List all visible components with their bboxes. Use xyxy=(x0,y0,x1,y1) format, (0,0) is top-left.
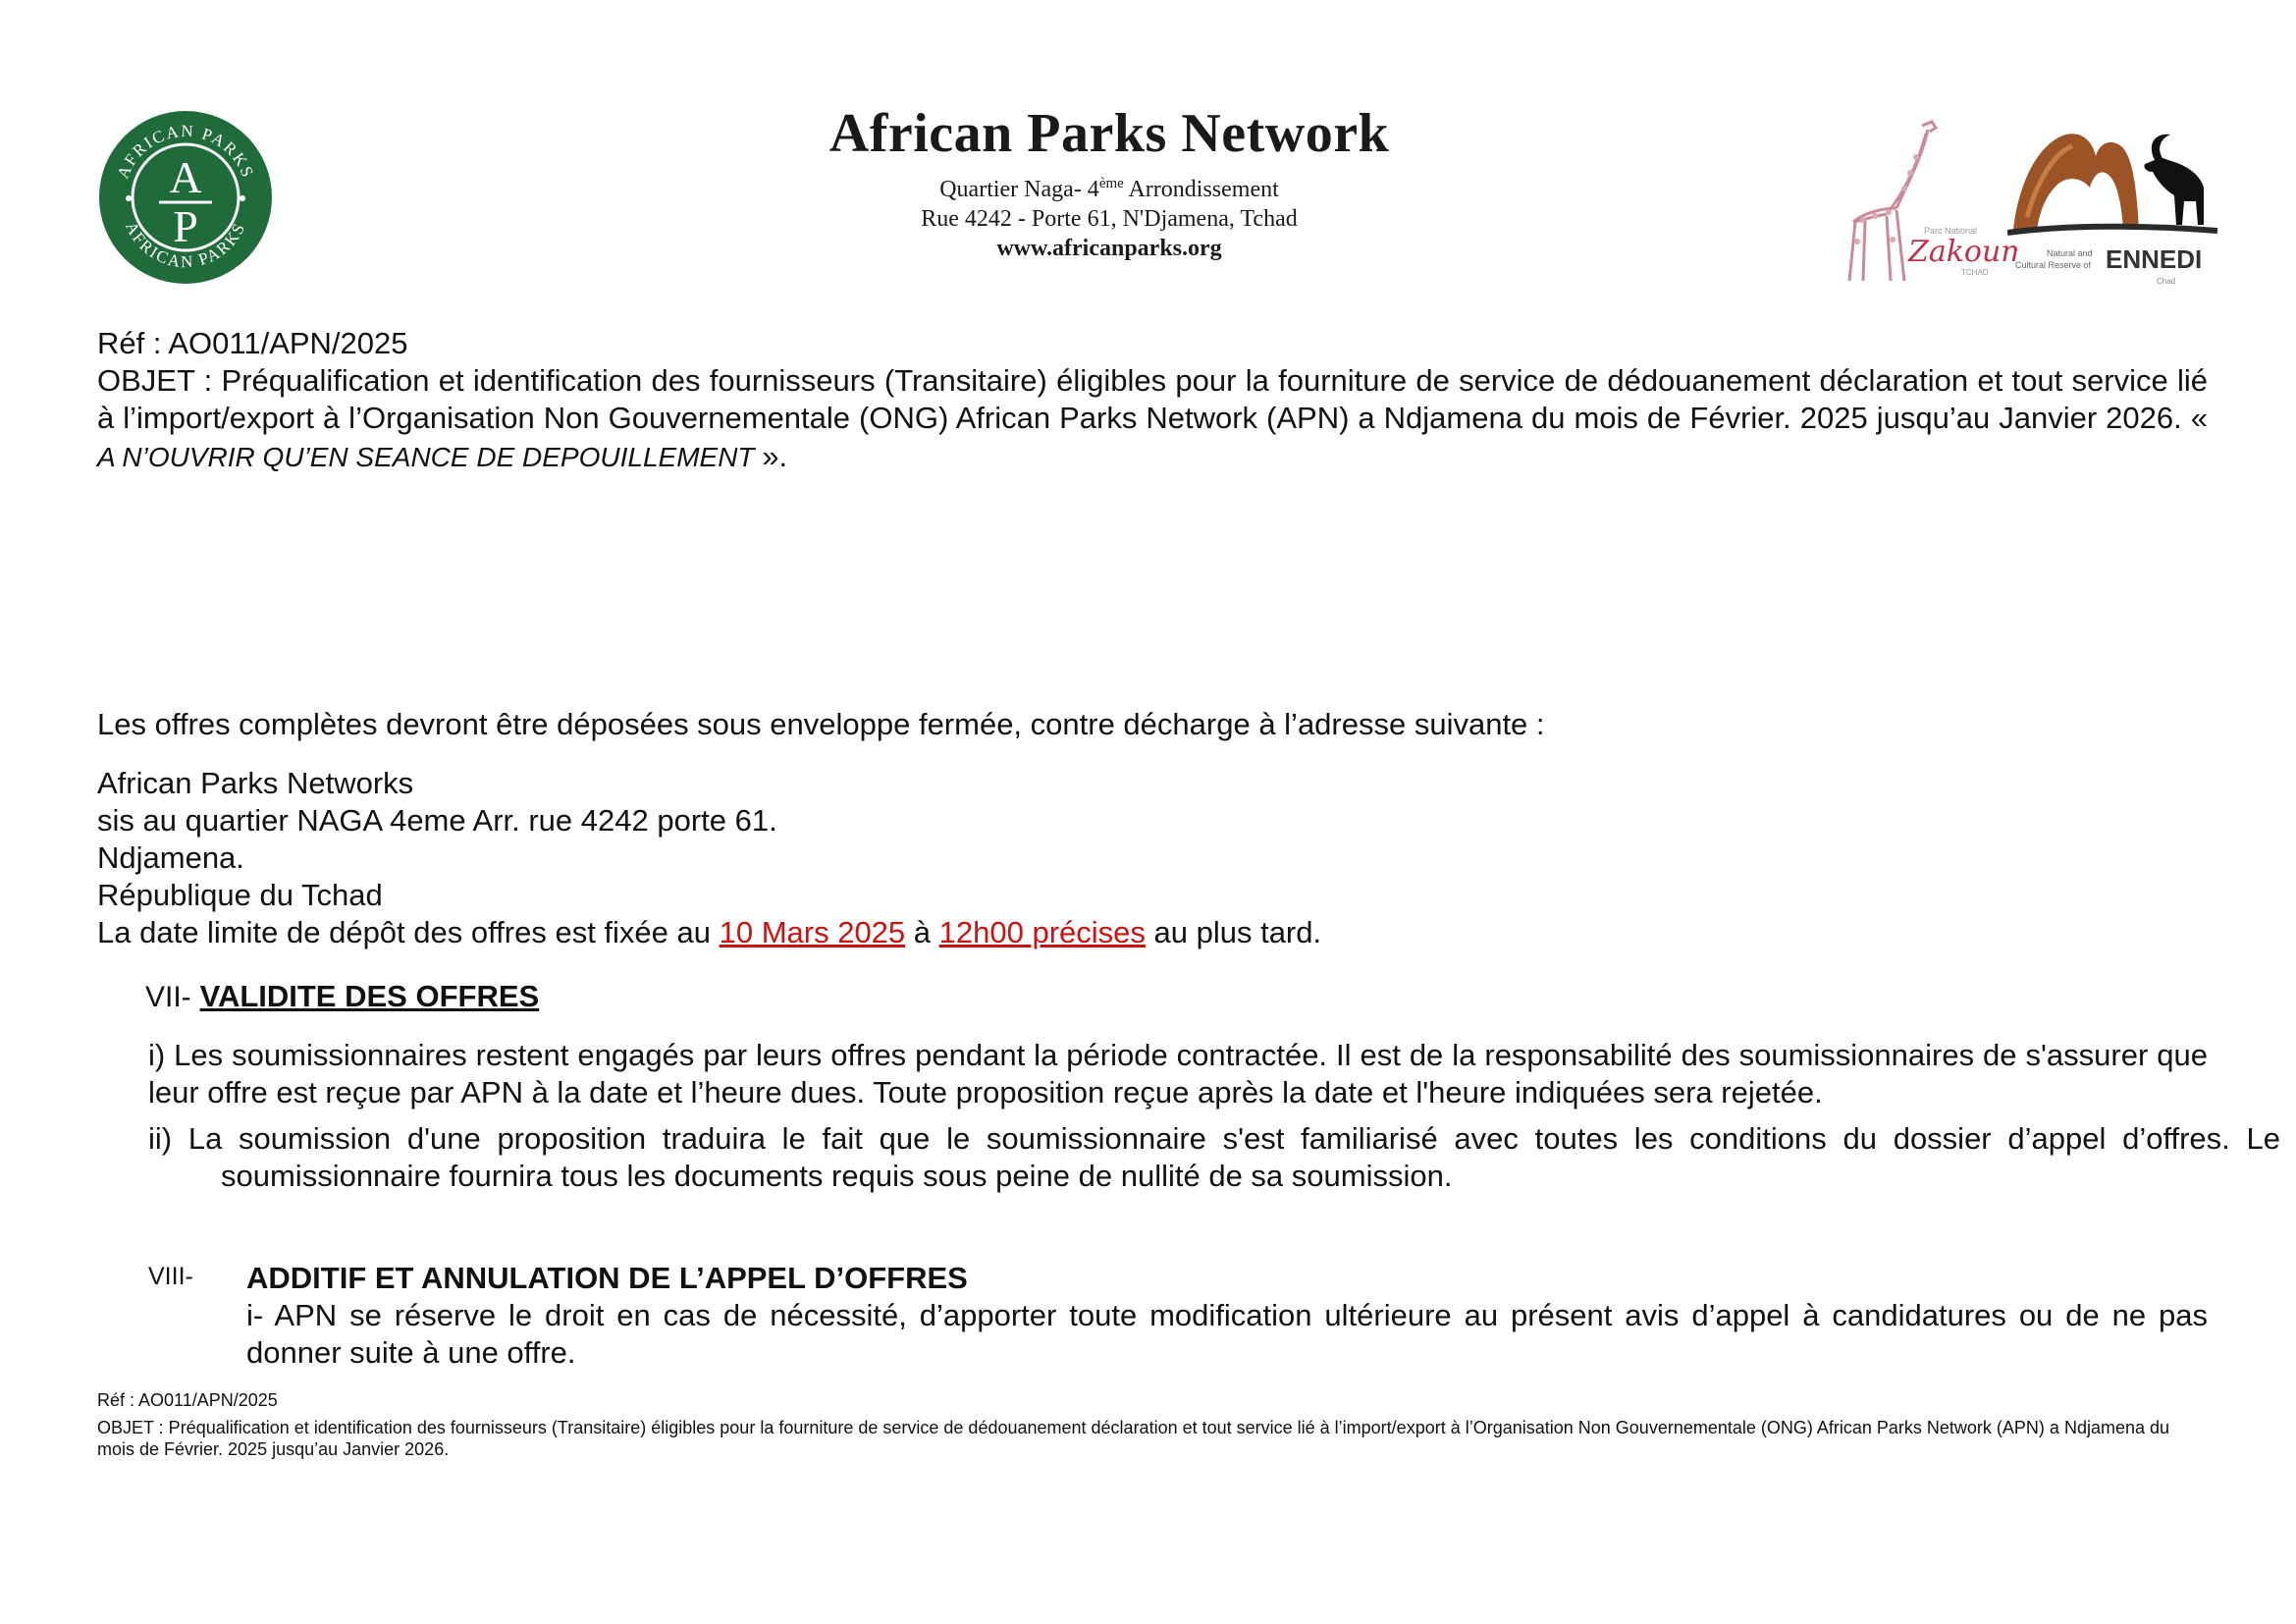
organization-name: African Parks Network xyxy=(828,103,1390,164)
section-7-para-2: ii) La soumission d'une proposition traduira le fait que le soumissionnaire s'est familiarisé avec toutes les conditions du dossier d’appel d’offres. Le soumissionnaire fournira tous les documents requis sous peine de nullité de sa soumission. xyxy=(148,1121,2280,1193)
address-line-2: Rue 4242 - Porte 61, N'Djamena, Tchad xyxy=(921,206,1298,232)
ibex-icon xyxy=(2144,135,2204,225)
svg-text:Natural and: Natural and xyxy=(2047,248,2093,258)
svg-text:Cultural Reserve of: Cultural Reserve of xyxy=(2015,260,2092,270)
section-8-title: ADDITIF ET ANNULATION DE L’APPEL D’OFFRES xyxy=(246,1261,968,1295)
section-8-number: VIII- xyxy=(148,1263,193,1290)
reference-number: Réf : AO011/APN/2025 xyxy=(97,326,408,360)
footer-objet: OBJET : Préqualification et identification des fournisseurs (Transitaire) éligibles pour la fourniture de service de dédouanement déclaration et tout service lié à l’import/export à l’Organisation Non Gouvernementale (ONG) African Parks Network (APN) a Ndjamena du mois de Février. 2025 jusqu’au Janvier 2026. xyxy=(97,1418,2170,1459)
svg-text:Parc National: Parc National xyxy=(1924,226,1978,236)
section-7-heading xyxy=(145,979,539,1014)
svg-text:Zakouma: Zakou xyxy=(1908,235,2002,269)
deadline-time: 12h00 précises xyxy=(938,915,1146,949)
svg-text:ENNEDI: ENNEDI xyxy=(2106,244,2203,274)
svg-text:AFRICAN PARKS: AFRICAN PARKS xyxy=(113,121,258,182)
ennedi-logo xyxy=(2007,123,2218,290)
svg-text:A: A xyxy=(169,152,202,202)
svg-text:Chad: Chad xyxy=(2157,277,2176,286)
section-7-title: VALIDITE DES OFFRES xyxy=(199,979,540,1013)
website-link[interactable]: www.africanparks.org xyxy=(996,236,1222,261)
deposit-address xyxy=(97,765,2208,951)
zakouma-logo xyxy=(1836,118,2017,285)
address-line-1: Quartier Naga- 4ème Arrondissement xyxy=(939,176,1279,202)
objet-paragraph: OBJET : Préqualification et identification des fournisseurs (Transitaire) éligibles pour la fourniture de service de dédouanement déclaration et tout service lié à l’import/export à l’Organisation Non Gouvernementale (ONG) African Parks Network (APN) a Ndjamena du mois de Février. 2025 jusqu’au Janvier 2026. « A N’OUVRIR QU’EN SEANCE DE DEPOUILLEMENT ». xyxy=(97,363,2208,473)
footer-reference: Réf : AO011/APN/2025 xyxy=(97,1390,278,1410)
section-8-para-1: i- APN se réserve le droit en cas de nécessité, d’apporter toute modification ultérieure au présent avis d’appel à candidatures ou de ne pas donner suite à une offre. xyxy=(246,1298,2208,1370)
deadline-line: La date limite de dépôt des offres est fixée au 10 Mars 2025 à 12h00 précises au plus tard. xyxy=(97,915,1322,949)
svg-text:TCHAD: TCHAD xyxy=(1961,268,1989,277)
svg-text:P: P xyxy=(173,201,198,251)
section-7-number: VII- xyxy=(145,981,191,1013)
address-country: République du Tchad xyxy=(97,878,383,912)
deposit-intro: Les offres complètes devront être déposées sous enveloppe fermée, contre décharge à l’adresse suivante : xyxy=(97,707,1545,741)
address-street: sis au quartier NAGA 4eme Arr. rue 4242 porte 61. xyxy=(97,803,777,838)
address-org: African Parks Networks xyxy=(97,766,414,800)
svg-text:AFRICAN PARKS: AFRICAN PARKS xyxy=(122,218,249,272)
rock-arch-icon xyxy=(2013,134,2139,231)
section-7-para-1: i) Les soumissionnaires restent engagés par leurs offres pendant la période contractée. Il est de la responsabilité des soumissionnaires de s'assurer que leur offre est reçue par APN à la date et l’heure dues. Toute proposition reçue après la date et l'heure indiquées sera rejetée. xyxy=(148,1038,2208,1110)
address-city: Ndjamena. xyxy=(97,840,244,875)
deadline-date: 10 Mars 2025 xyxy=(719,915,906,949)
